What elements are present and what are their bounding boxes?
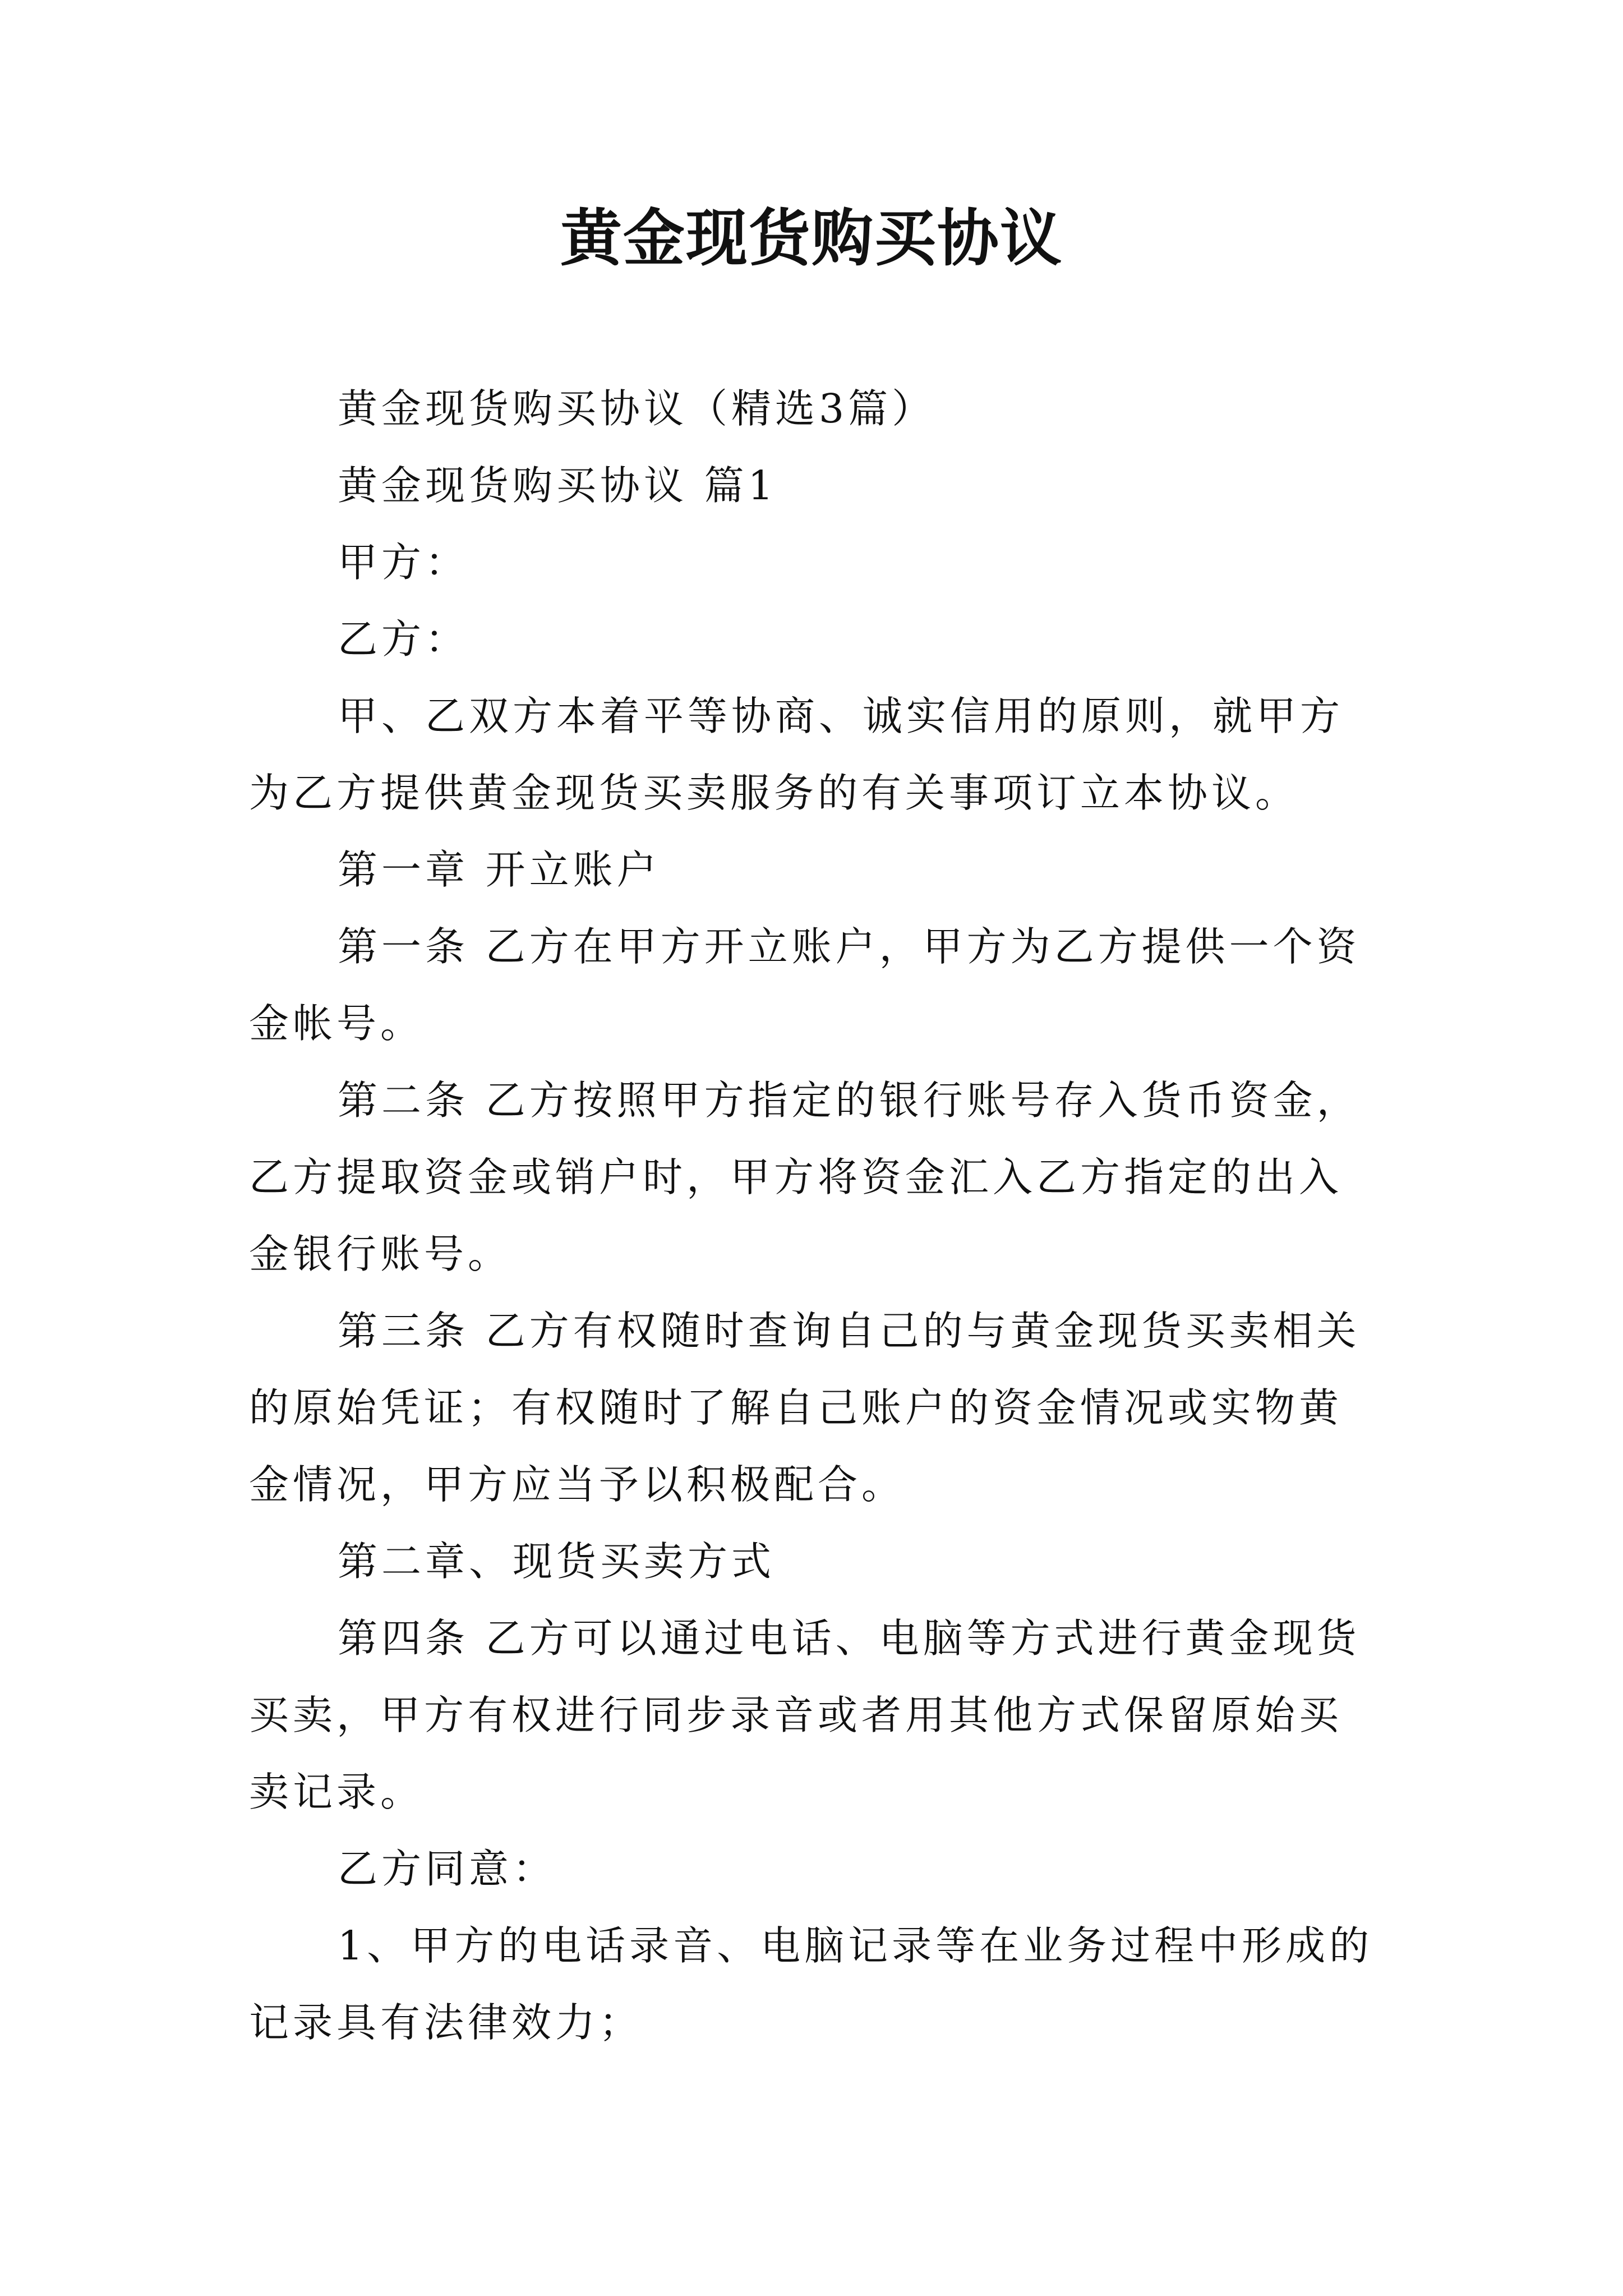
paragraph-article-1: 第一条 乙方在甲方开立账户，甲方为乙方提供一个资金帐号。 <box>249 923 1361 1047</box>
paragraph-clause-1: 1、甲方的电话录音、电脑记录等在业务过程中形成的记录具有法律效力； <box>249 1922 1373 2046</box>
document-title: 黄金现货购买协议 <box>560 202 1063 274</box>
paragraph-party-b-agrees: 乙方同意： <box>338 1846 557 1892</box>
paragraph-chapter-2: 第二章、现货买卖方式 <box>338 1538 776 1585</box>
paragraph-party-b: 乙方： <box>338 616 469 662</box>
paragraph-section-heading: 黄金现货购买协议 篇1 <box>338 462 777 509</box>
paragraph-article-2: 第二条 乙方按照甲方指定的银行账号存入货币资金，乙方提取资金或销户时，甲方将资金汇入乙方指定的出入金银行账号。 <box>249 1077 1361 1277</box>
paragraph-article-3: 第三条 乙方有权随时查询自己的与黄金现货买卖相关的原始凭证；有权随时了解自己账户的资金情况或实物黄金情况，甲方应当予以积极配合。 <box>249 1308 1361 1508</box>
paragraph-preamble: 甲、乙双方本着平等协商、诚实信用的原则，就甲方为乙方提供黄金现货买卖服务的有关事项订立本协议。 <box>249 693 1344 816</box>
paragraph-party-a: 甲方： <box>338 539 469 586</box>
paragraph-article-4: 第四条 乙方可以通过电话、电脑等方式进行黄金现货买卖，甲方有权进行同步录音或者用其他方式保留原始买卖记录。 <box>249 1615 1361 1815</box>
document-body <box>249 370 1382 2061</box>
paragraph-subtitle: 黄金现货购买协议（精选3篇） <box>338 385 936 432</box>
paragraph-chapter-1: 第一章 开立账户 <box>338 846 661 893</box>
